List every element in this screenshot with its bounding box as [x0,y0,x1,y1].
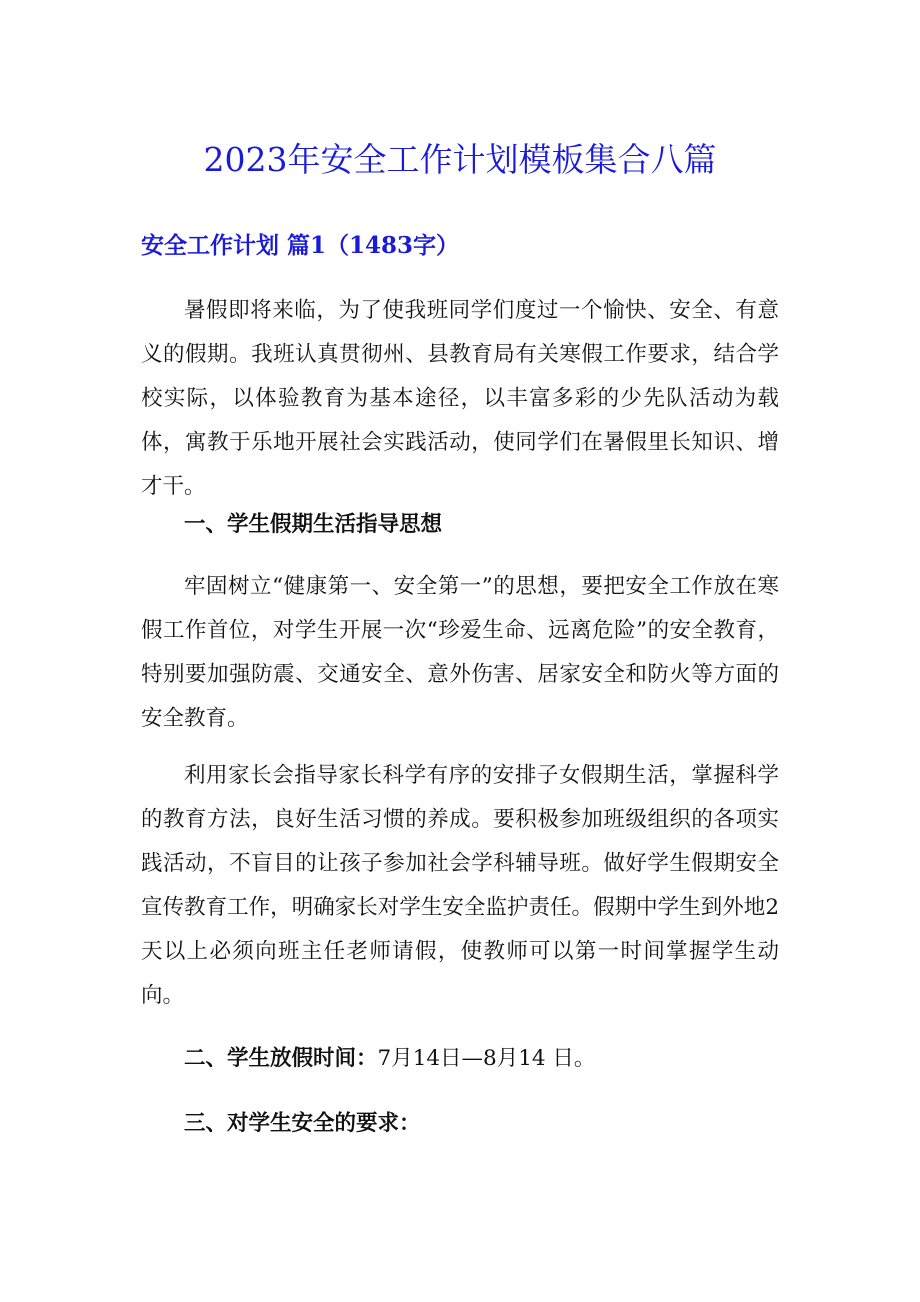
paragraph-parents-meeting: 利用家长会指导家长科学有序的安排子女假期生活，掌握科学的教育方法，良好生活习惯的养成。要积极参加班级组织的各项实践活动，不盲目的让孩子参加社会学科辅导班。做好学生假期安全宣传教育工作，明确家长对学生安全监护责任。假期中学生到外地2天以上必须向班主任老师请假，使教师可以第一时间掌握学生动向。 [141,763,779,1008]
vacation-time-label: 二、学生放假时间： [184,1046,378,1071]
paragraph-intro: 暑假即将来临，为了使我班同学们度过一个愉快、安全、有意义的假期。我班认真贯彻州、县教育局有关寒假工作要求，结合学校实际，以体验教育为基本途径，以丰富多彩的少先队活动为载体，寓教于乐地开展社会实践活动，使同学们在暑假里长知识、增才干。 [141,298,779,499]
section-heading: 安全工作计划 篇1（1483字） [141,232,460,259]
heading-safety-requirements: 三、对学生安全的要求： [184,1111,421,1136]
document-title: 2023年安全工作计划模板集合八篇 [203,140,717,179]
paragraph-safety-first: 牢固树立“健康第一、安全第一”的思想，要把安全工作放在寒假工作首位，对学生开展一次“珍爱生命、远离危险”的安全教育，特别要加强防震、交通安全、意外伤害、居家安全和防火等方面的安全教育。 [141,574,779,731]
vacation-time-value: 7月14日—8月14 日。 [377,1046,596,1071]
heading-guiding-idea: 一、学生假期生活指导思想 [184,512,443,537]
heading-vacation-time [184,1037,595,1081]
